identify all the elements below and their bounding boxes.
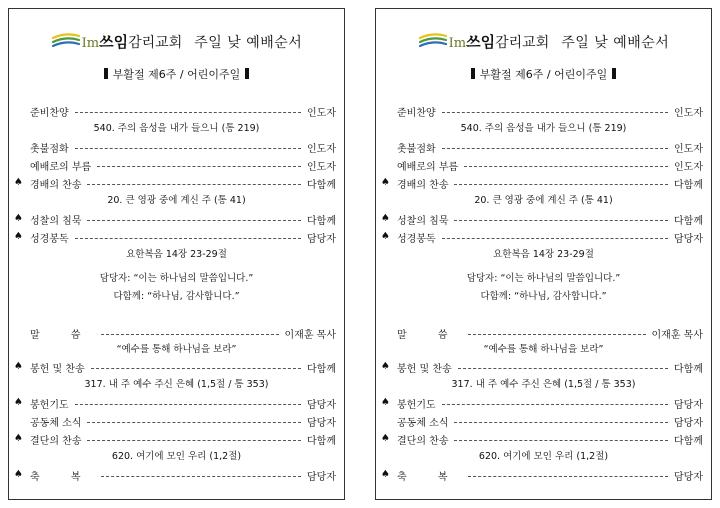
order-detail: 담당자: “이는 하나님의 말씀입니다.” — [99, 273, 254, 284]
order-item — [376, 229, 711, 245]
order-detail: 620. 여기에 모인 우리 (1,2절) — [111, 451, 242, 462]
dotted-leader — [454, 440, 668, 441]
bulletin-left — [8, 8, 345, 500]
order-item-label: 공동체 소식 — [30, 417, 82, 429]
dotted-leader — [97, 166, 301, 167]
order-detail: 요한복음 14장 23-29절 — [493, 249, 594, 260]
order-item — [9, 467, 344, 483]
dotted-leader — [91, 368, 301, 369]
order-detail: 20. 큰 영광 중에 계신 주 (통 41) — [107, 195, 246, 206]
order-item-label: 봉헌기도 — [30, 399, 69, 411]
brand-bold-text: 쓰임 — [99, 33, 129, 51]
dotted-leader — [454, 220, 668, 221]
season-banner — [9, 66, 344, 82]
season-banner — [376, 66, 711, 82]
order-item-leader: 인도자 — [674, 143, 703, 155]
order-item — [376, 467, 711, 483]
order-item — [376, 157, 711, 173]
order-item-label: 예배로의 부름 — [397, 161, 459, 173]
order-item — [9, 229, 344, 245]
dotted-leader — [454, 422, 668, 423]
spade-icon: ♠ — [14, 433, 23, 444]
dotted-leader — [75, 148, 301, 149]
dotted-leader — [468, 334, 646, 335]
order-item — [376, 431, 711, 447]
bar-right-decoration — [245, 68, 249, 79]
order-item-label: 축 복 — [397, 471, 462, 483]
order-item-label: 봉헌 및 찬송 — [397, 363, 452, 375]
dotted-leader — [468, 476, 669, 477]
order-item-leader: 다함께 — [307, 215, 336, 227]
order-item-leader: 인도자 — [674, 161, 703, 173]
order-item-label: 공동체 소식 — [397, 417, 449, 429]
spade-icon: ♠ — [14, 213, 23, 224]
spade-icon: ♠ — [381, 433, 390, 444]
order-item-label: 성경봉독 — [397, 233, 436, 245]
bulletin-right — [375, 8, 712, 500]
order-item-label: 봉헌 및 찬송 — [30, 363, 85, 375]
spade-icon: ♠ — [14, 361, 23, 372]
church-logo-icon — [418, 31, 448, 51]
order-item — [376, 359, 711, 375]
brand-bold-text: 쓰임 — [466, 33, 496, 51]
order-item-label: 말 씀 — [30, 329, 95, 341]
dotted-leader — [442, 148, 668, 149]
order-item-leader: 담당자 — [674, 233, 703, 245]
dotted-leader — [87, 220, 301, 221]
spade-icon: ♠ — [14, 397, 23, 408]
bar-left-decoration — [471, 68, 475, 79]
brand-rest-text: 감리교회 — [128, 35, 183, 51]
dotted-leader — [458, 368, 668, 369]
order-item-label: 촛불점화 — [30, 143, 69, 155]
order-item — [376, 325, 711, 341]
spade-icon: ♠ — [381, 213, 390, 224]
dotted-leader — [442, 112, 668, 113]
order-item — [9, 325, 344, 341]
bar-left-decoration — [104, 68, 108, 79]
order-item-label: 말 씀 — [397, 329, 462, 341]
order-item — [9, 413, 344, 429]
spade-icon: ♠ — [14, 177, 23, 188]
dotted-leader — [87, 184, 301, 185]
order-item — [9, 103, 344, 119]
order-item-label: 준비찬양 — [30, 107, 69, 119]
order-item-label: 성찰의 침묵 — [30, 215, 82, 227]
order-item — [376, 211, 711, 227]
order-item — [376, 413, 711, 429]
church-header — [9, 31, 344, 52]
order-item — [376, 395, 711, 411]
order-detail: 317. 내 주 예수 주신 은혜 (1,5절 / 통 353) — [84, 379, 269, 390]
order-item-label: 성경봉독 — [30, 233, 69, 245]
order-item-leader: 다함께 — [307, 363, 336, 375]
order-item — [9, 431, 344, 447]
spade-icon: ♠ — [14, 469, 23, 480]
order-detail: “예수를 통해 하나님을 보라” — [483, 344, 604, 355]
order-item — [9, 157, 344, 173]
order-item-label: 촛불점화 — [397, 143, 436, 155]
order-item-label: 준비찬양 — [397, 107, 436, 119]
order-detail: 540. 주의 음성을 내가 들으니 (통 219) — [460, 123, 627, 134]
order-item-label: 성찰의 침묵 — [397, 215, 449, 227]
dotted-leader — [464, 166, 668, 167]
dotted-leader — [101, 476, 302, 477]
order-detail: “예수를 통해 하나님을 보라” — [116, 344, 237, 355]
order-item — [9, 139, 344, 155]
order-detail: 317. 내 주 예수 주신 은혜 (1,5절 / 통 353) — [451, 379, 636, 390]
order-item-leader: 다함께 — [674, 363, 703, 375]
dotted-leader — [454, 184, 668, 185]
order-item-label: 예배로의 부름 — [30, 161, 92, 173]
dotted-leader — [75, 238, 301, 239]
dotted-leader — [87, 440, 301, 441]
order-item-leader: 다함께 — [674, 215, 703, 227]
order-item-label: 경배의 찬송 — [30, 179, 82, 191]
service-title: 주일 낮 예배순서 — [194, 35, 303, 51]
brand-im-text: Im — [448, 36, 467, 51]
order-item-leader: 담당자 — [307, 233, 336, 245]
order-item-label: 봉헌기도 — [397, 399, 436, 411]
order-item-label: 축 복 — [30, 471, 95, 483]
order-item — [9, 359, 344, 375]
spade-icon: ♠ — [381, 397, 390, 408]
order-detail: 다함께: “하나님, 감사합니다.” — [113, 291, 240, 302]
spade-icon: ♠ — [381, 469, 390, 480]
order-item — [9, 175, 344, 191]
dotted-leader — [87, 422, 301, 423]
church-logo-icon — [51, 31, 81, 51]
order-item-leader: 인도자 — [307, 143, 336, 155]
spade-icon: ♠ — [381, 361, 390, 372]
order-item-leader: 담당자 — [307, 471, 336, 483]
order-item-leader: 이재훈 목사 — [651, 329, 703, 341]
church-header — [376, 31, 711, 52]
season-text: 부활절 제6주 / 어린이주일 — [112, 68, 241, 81]
brand-rest-text: 감리교회 — [495, 35, 550, 51]
order-item-leader: 다함께 — [307, 179, 336, 191]
order-item-leader: 인도자 — [307, 107, 336, 119]
order-detail: 20. 큰 영광 중에 계신 주 (통 41) — [474, 195, 613, 206]
order-item-leader: 다함께 — [674, 179, 703, 191]
order-item-label: 경배의 찬송 — [397, 179, 449, 191]
order-item — [376, 139, 711, 155]
order-item-leader: 다함께 — [307, 435, 336, 447]
order-item-leader: 담당자 — [674, 417, 703, 429]
order-detail: 620. 여기에 모인 우리 (1,2절) — [478, 451, 609, 462]
order-item-leader: 담당자 — [307, 399, 336, 411]
order-item-leader: 담당자 — [307, 417, 336, 429]
order-item-leader: 인도자 — [674, 107, 703, 119]
spade-icon: ♠ — [381, 231, 390, 242]
order-item — [376, 103, 711, 119]
spade-icon: ♠ — [381, 177, 390, 188]
dotted-leader — [442, 238, 668, 239]
order-item — [376, 175, 711, 191]
dotted-leader — [101, 334, 279, 335]
season-text: 부활절 제6주 / 어린이주일 — [479, 68, 608, 81]
order-item-leader: 인도자 — [307, 161, 336, 173]
order-item-leader: 담당자 — [674, 399, 703, 411]
dotted-leader — [442, 404, 668, 405]
order-item-leader: 이재훈 목사 — [284, 329, 336, 341]
dotted-leader — [75, 112, 301, 113]
order-detail: 요한복음 14장 23-29절 — [126, 249, 227, 260]
order-item-leader: 담당자 — [674, 471, 703, 483]
order-item-label: 결단의 찬송 — [397, 435, 449, 447]
order-detail: 540. 주의 음성을 내가 들으니 (통 219) — [93, 123, 260, 134]
order-item — [9, 211, 344, 227]
bar-right-decoration — [612, 68, 616, 79]
order-item-leader: 다함께 — [674, 435, 703, 447]
order-detail: 다함께: “하나님, 감사합니다.” — [480, 291, 607, 302]
order-item-label: 결단의 찬송 — [30, 435, 82, 447]
order-detail: 담당자: “이는 하나님의 말씀입니다.” — [466, 273, 621, 284]
spade-icon: ♠ — [14, 231, 23, 242]
order-item — [9, 395, 344, 411]
brand-im-text: Im — [81, 36, 100, 51]
service-title: 주일 낮 예배순서 — [561, 35, 670, 51]
dotted-leader — [75, 404, 301, 405]
